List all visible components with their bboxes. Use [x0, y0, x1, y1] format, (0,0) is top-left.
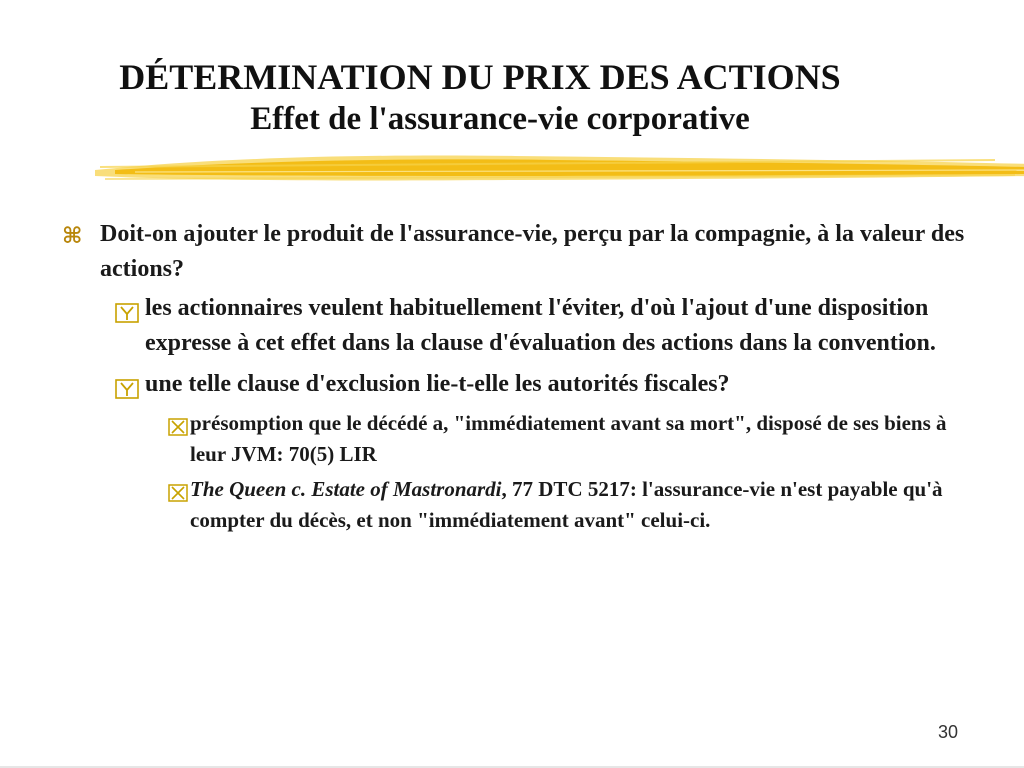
x-box-icon: [168, 414, 188, 445]
page-number: 30: [937, 722, 958, 742]
bullet-level-2: [115, 367, 980, 402]
bullet-text: une telle clause d'exclusion lie-t-elle les autorités fiscales?: [145, 371, 730, 397]
yellow-brush-stroke: [95, 148, 1024, 188]
x-box-icon: [168, 480, 188, 511]
case-name: The Queen c. Estate of Mastronardi: [190, 477, 502, 501]
bullet-text: Doit-on ajouter le produit de l'assurance-vie, perçu par la compagnie, à la valeur des actions?: [100, 221, 965, 282]
bullet-text: les actionnaires veulent habituellement l'éviter, d'où l'ajout d'une disposition expresse à cet effet dans la clause d'évaluation des actions dans la convention.: [145, 295, 936, 356]
title-line-2: Effet de l'assurance-vie corporative: [250, 101, 750, 137]
slide-body: [60, 217, 980, 540]
bullet-text: , 77 DTC 5217: l'assurance-vie n'est payable qu'à compter du décès, et non "immédiatement avant" celui-ci.: [190, 477, 943, 532]
bullet-level-3: [168, 474, 980, 536]
bullet-level-2: [115, 291, 980, 361]
slide-title: [0, 56, 960, 140]
bullet-text: présomption que le décédé a, "immédiatement avant sa mort", disposé de ses biens à leur JVM: 70(5) LIR: [190, 411, 947, 466]
bullet-level-1: [60, 217, 980, 287]
y-box-icon: [115, 299, 139, 334]
command-symbol-icon: ⌘: [62, 224, 83, 249]
title-line-1: DÉTERMINATION DU PRIX DES ACTIONS: [119, 57, 841, 97]
y-box-icon: [115, 375, 139, 410]
bullet-level-3: [168, 408, 980, 470]
